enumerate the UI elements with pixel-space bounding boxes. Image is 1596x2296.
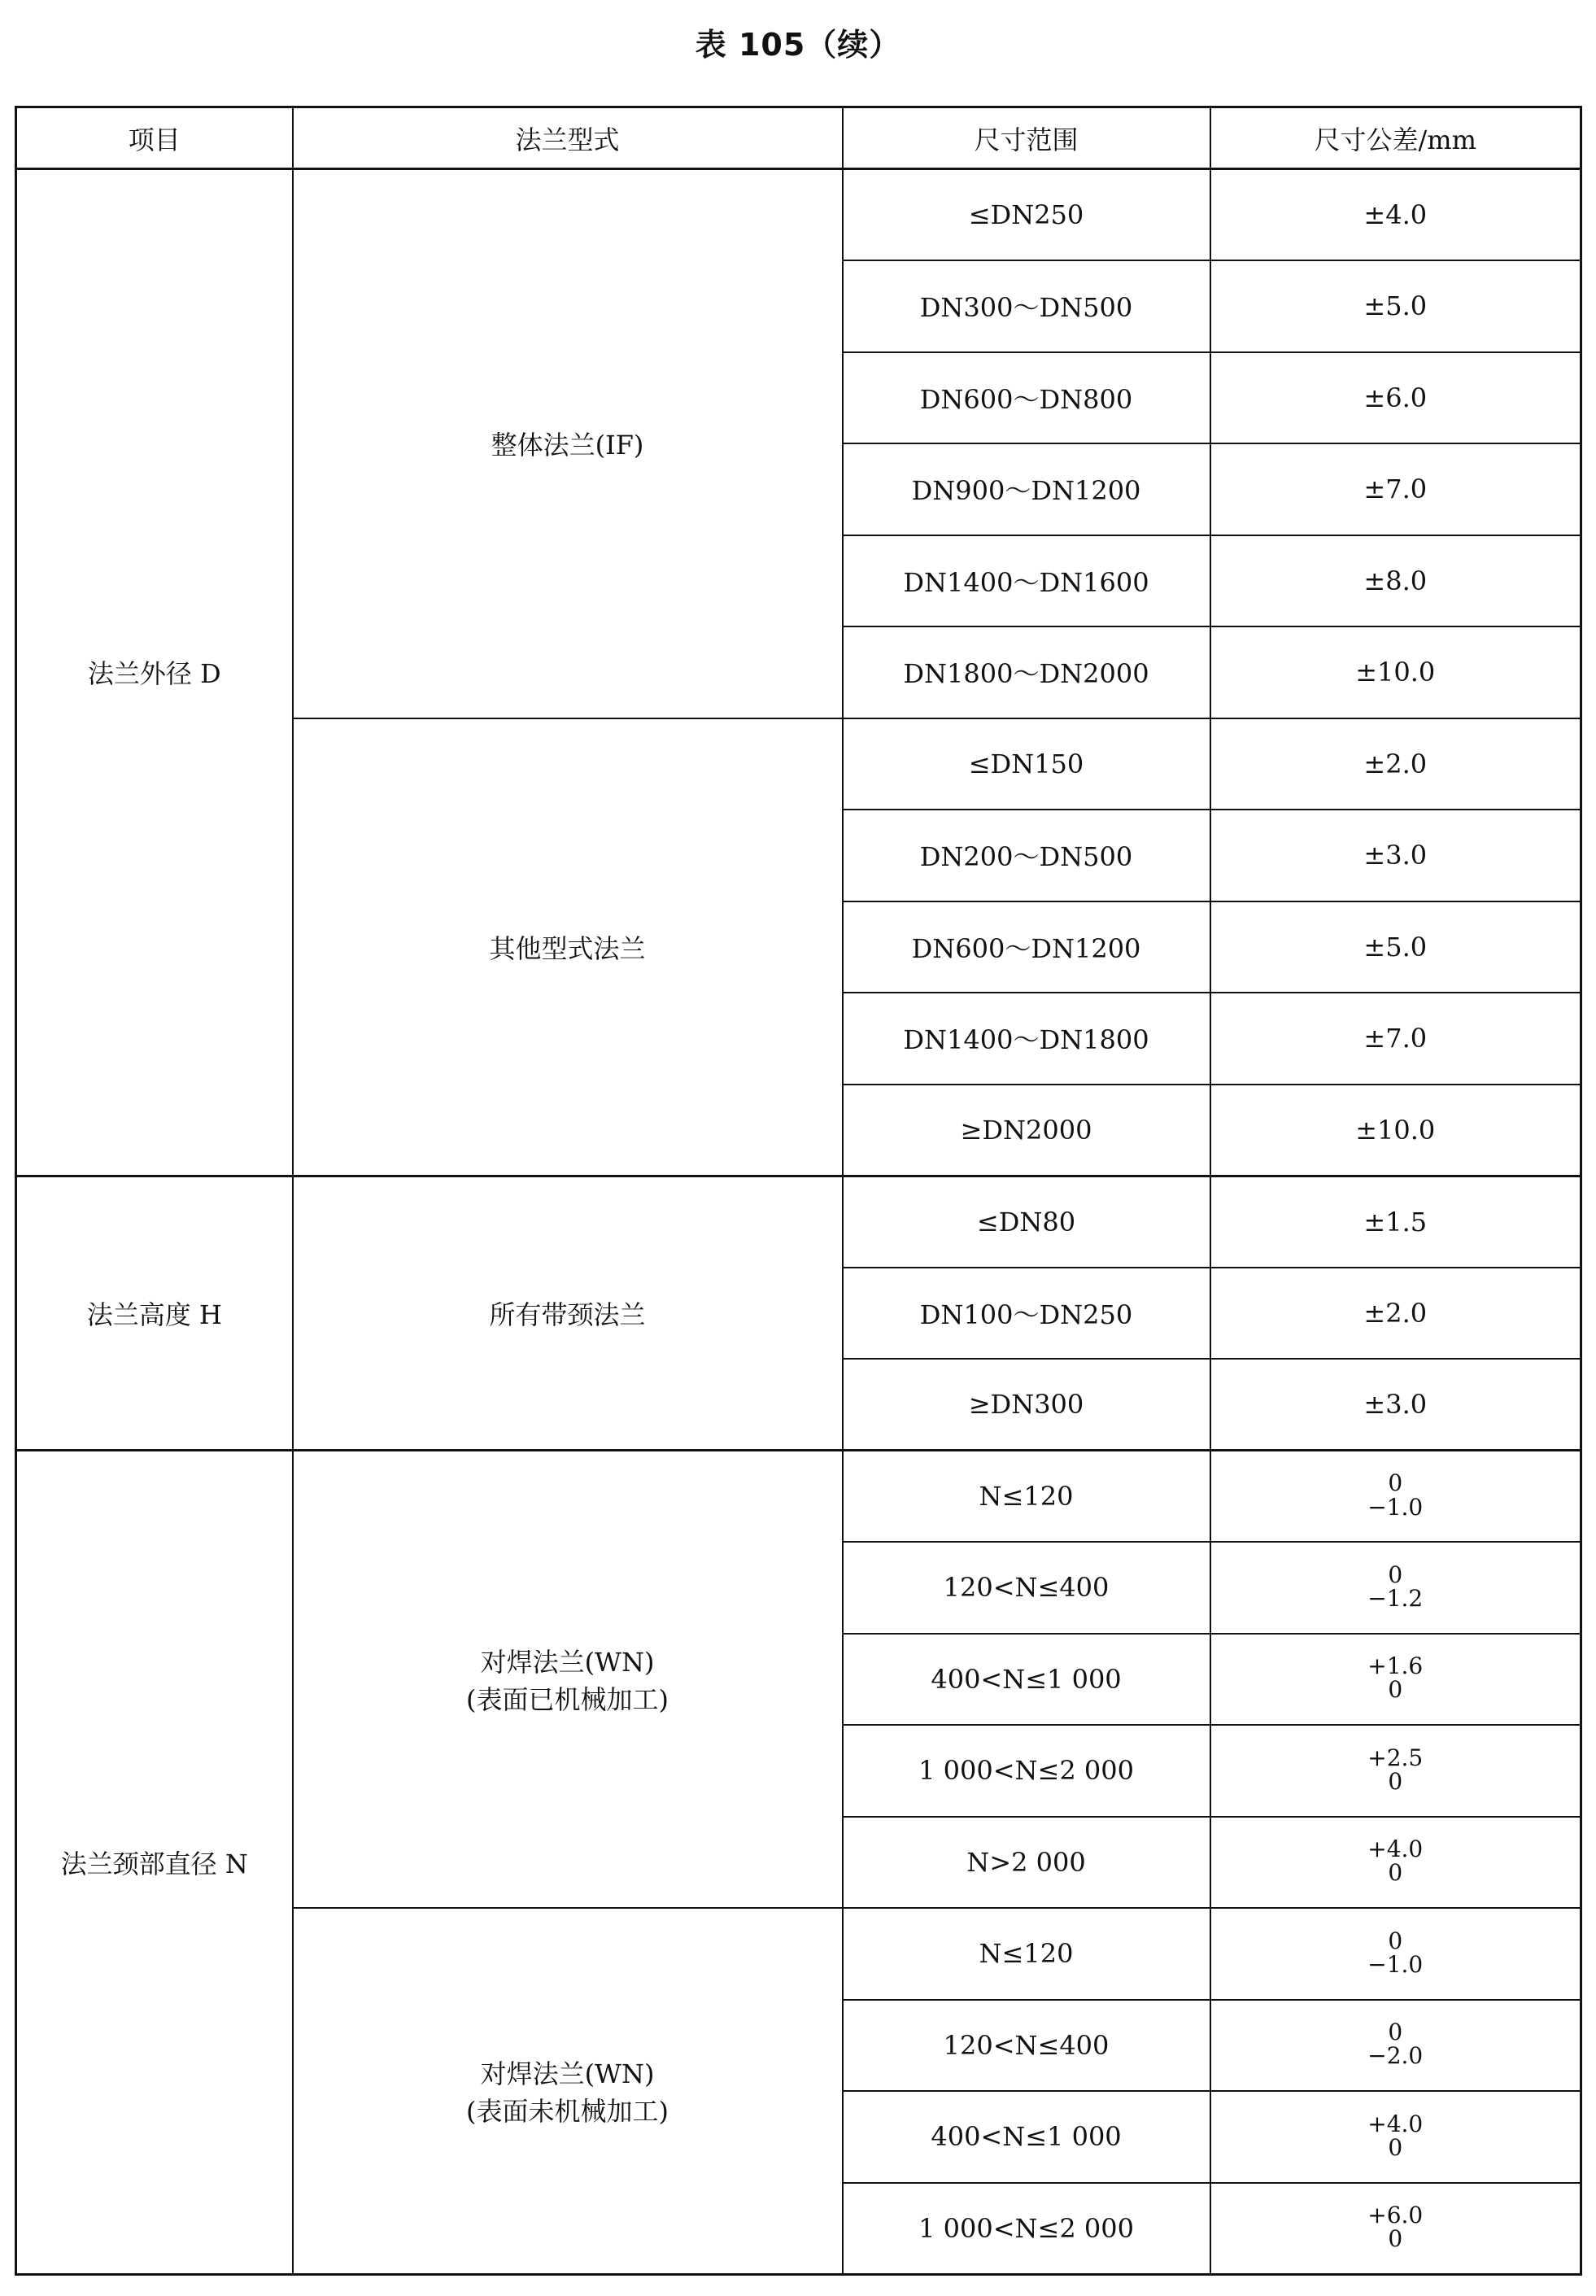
size-range-cell: 400<N≤1 000 bbox=[843, 2091, 1210, 2183]
tolerance-lower: −1.0 bbox=[1367, 1950, 1424, 1978]
size-range-cell: 1 000<N≤2 000 bbox=[843, 2183, 1210, 2275]
tolerance-lower: −1.2 bbox=[1367, 1584, 1424, 1612]
size-range-cell: ≥DN300 bbox=[843, 1359, 1210, 1451]
size-range-cell: N≤120 bbox=[843, 1908, 1210, 2000]
tolerance-cell bbox=[1210, 1542, 1581, 1634]
tolerance-cell: ±5.0 bbox=[1210, 901, 1581, 993]
size-range-cell: N>2 000 bbox=[843, 1817, 1210, 1909]
size-range-cell: ≥DN2000 bbox=[843, 1085, 1210, 1176]
size-range-cell: DN1400～DN1800 bbox=[843, 993, 1210, 1085]
size-range-cell: ≤DN250 bbox=[843, 169, 1210, 261]
item-cell: 法兰高度 H bbox=[16, 1176, 293, 1451]
table-header-row bbox=[16, 107, 1581, 169]
tolerance-cell: ±8.0 bbox=[1210, 535, 1581, 627]
tolerance-cell: ±10.0 bbox=[1210, 1085, 1581, 1176]
flange-type-cell: 所有带颈法兰 bbox=[293, 1176, 843, 1451]
tolerance-cell bbox=[1210, 1725, 1581, 1817]
size-range-cell: DN1400～DN1600 bbox=[843, 535, 1210, 627]
tolerance-cell: ±1.5 bbox=[1210, 1176, 1581, 1268]
tolerance-upper: +2.5 bbox=[1367, 1744, 1424, 1771]
header-tolerance: 尺寸公差/mm bbox=[1210, 107, 1581, 169]
tolerance-upper: +4.0 bbox=[1367, 1835, 1424, 1863]
tolerance-cell: ±2.0 bbox=[1210, 718, 1581, 810]
item-cell: 法兰颈部直径 N bbox=[16, 1451, 293, 2275]
size-range-cell: 120<N≤400 bbox=[843, 2000, 1210, 2092]
tolerance-lower: 0 bbox=[1388, 2133, 1403, 2161]
size-range-cell: ≤DN150 bbox=[843, 718, 1210, 810]
tolerance-upper: 0 bbox=[1388, 1927, 1403, 1954]
flange-type-line2: (表面未机械加工) bbox=[466, 2095, 669, 2127]
tolerance-upper: +4.0 bbox=[1367, 2110, 1424, 2137]
table-row bbox=[16, 169, 1581, 261]
size-range-cell: N≤120 bbox=[843, 1451, 1210, 1543]
tolerance-cell bbox=[1210, 2091, 1581, 2183]
header-size-range: 尺寸范围 bbox=[843, 107, 1210, 169]
tolerance-cell: ±10.0 bbox=[1210, 626, 1581, 718]
header-flange-type: 法兰型式 bbox=[293, 107, 843, 169]
tolerance-cell bbox=[1210, 1451, 1581, 1543]
tolerance-cell bbox=[1210, 1817, 1581, 1909]
tolerance-upper: +6.0 bbox=[1367, 2201, 1424, 2228]
size-range-cell: DN1800～DN2000 bbox=[843, 626, 1210, 718]
size-range-cell: 120<N≤400 bbox=[843, 1542, 1210, 1634]
flange-type-line2: (表面已机械加工) bbox=[466, 1684, 669, 1715]
flange-type-line1: 对焊法兰(WN) bbox=[480, 2058, 655, 2089]
flange-type-line1: 对焊法兰(WN) bbox=[480, 1647, 655, 1678]
size-range-cell: DN900～DN1200 bbox=[843, 443, 1210, 535]
flange-type-cell: 其他型式法兰 bbox=[293, 718, 843, 1176]
tolerance-cell: ±2.0 bbox=[1210, 1268, 1581, 1360]
tolerance-cell: ±3.0 bbox=[1210, 810, 1581, 901]
size-range-cell: DN600～DN1200 bbox=[843, 901, 1210, 993]
tolerance-lower: 0 bbox=[1388, 1767, 1403, 1795]
flange-type-cell bbox=[293, 1451, 843, 1909]
size-range-cell: DN600～DN800 bbox=[843, 352, 1210, 444]
table-row bbox=[16, 1176, 1581, 1268]
tolerance-cell: ±7.0 bbox=[1210, 443, 1581, 535]
tolerance-cell bbox=[1210, 1634, 1581, 1726]
size-range-cell: ≤DN80 bbox=[843, 1176, 1210, 1268]
table-row bbox=[16, 1451, 1581, 1543]
tolerance-upper: +1.6 bbox=[1367, 1652, 1424, 1680]
tolerance-cell bbox=[1210, 2183, 1581, 2275]
page-title: 表 105（续） bbox=[695, 27, 901, 63]
flange-type-cell bbox=[293, 1908, 843, 2274]
tolerance-table bbox=[15, 106, 1582, 2276]
size-range-cell: DN200～DN500 bbox=[843, 810, 1210, 901]
tolerance-cell: ±6.0 bbox=[1210, 352, 1581, 444]
tolerance-upper: 0 bbox=[1388, 2019, 1403, 2046]
size-range-cell: 400<N≤1 000 bbox=[843, 1634, 1210, 1726]
tolerance-upper: 0 bbox=[1388, 1469, 1403, 1497]
tolerance-lower: 0 bbox=[1388, 1859, 1403, 1887]
tolerance-cell bbox=[1210, 2000, 1581, 2092]
tolerance-cell: ±5.0 bbox=[1210, 260, 1581, 352]
flange-type-cell: 整体法兰(IF) bbox=[293, 169, 843, 718]
size-range-cell: DN300～DN500 bbox=[843, 260, 1210, 352]
header-item: 项目 bbox=[16, 107, 293, 169]
tolerance-lower: 0 bbox=[1388, 2225, 1403, 2253]
tolerance-cell bbox=[1210, 1908, 1581, 2000]
tolerance-cell: ±4.0 bbox=[1210, 169, 1581, 261]
tolerance-cell: ±7.0 bbox=[1210, 993, 1581, 1085]
tolerance-upper: 0 bbox=[1388, 1560, 1403, 1588]
size-range-cell: 1 000<N≤2 000 bbox=[843, 1725, 1210, 1817]
item-cell: 法兰外径 D bbox=[16, 169, 293, 1176]
tolerance-lower: −1.0 bbox=[1367, 1493, 1424, 1521]
size-range-cell: DN100～DN250 bbox=[843, 1268, 1210, 1360]
tolerance-lower: 0 bbox=[1388, 1676, 1403, 1704]
tolerance-lower: −2.0 bbox=[1367, 2042, 1424, 2070]
tolerance-cell: ±3.0 bbox=[1210, 1359, 1581, 1451]
